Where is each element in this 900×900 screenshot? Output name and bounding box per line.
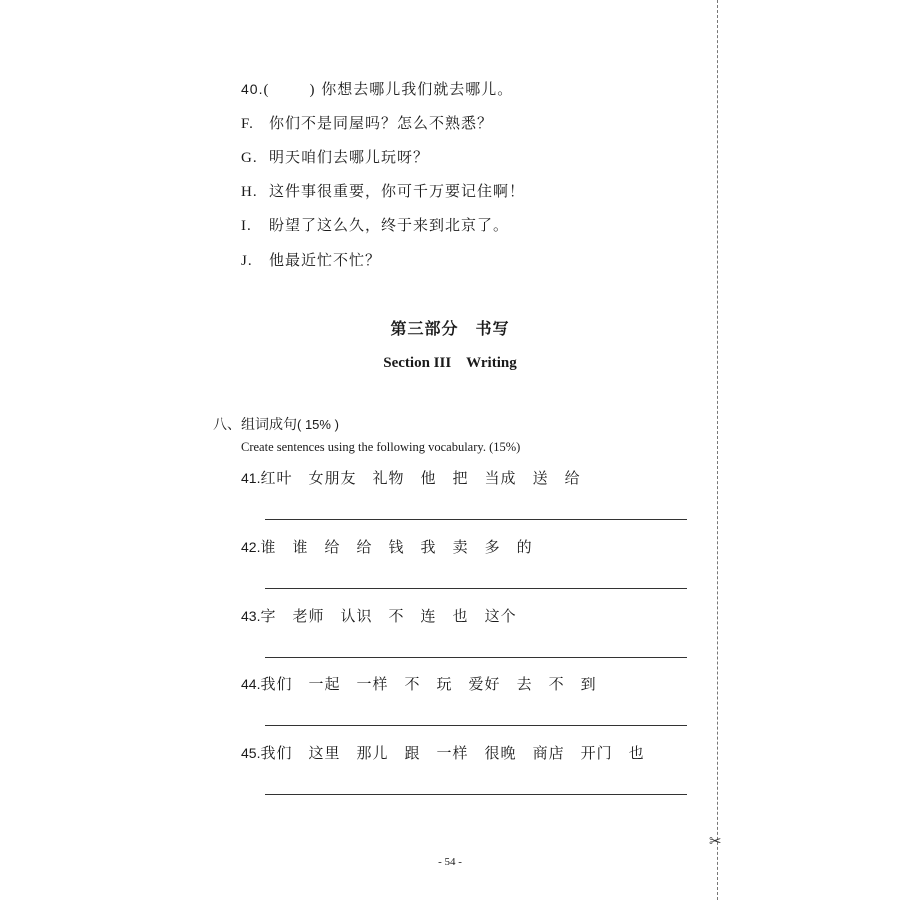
question-number: 43. <box>241 608 261 624</box>
word: 送 <box>532 469 549 487</box>
part-title <box>213 414 339 434</box>
word: 谁 <box>260 538 277 556</box>
word: 字 <box>260 607 277 625</box>
question-number: 44. <box>241 676 261 692</box>
question-number: 41. <box>241 470 261 486</box>
word: 认识 <box>340 607 373 625</box>
cut-line <box>717 0 718 900</box>
option-label: F. <box>241 116 254 132</box>
option-text: 这件事很重要，你可千万要记住啊！ <box>269 182 526 200</box>
word: 礼物 <box>372 469 405 487</box>
word: 给 <box>324 538 341 556</box>
option-text: 你们不是同屋吗？怎么不熟悉？ <box>269 114 494 132</box>
question-45 <box>241 742 661 763</box>
option-label: H. <box>241 184 258 200</box>
word: 红叶 <box>260 469 293 487</box>
word: 我 <box>420 538 437 556</box>
word: 这个 <box>484 607 517 625</box>
option-h <box>241 180 525 201</box>
word: 不 <box>388 607 405 625</box>
part-title-text: 八、组词成句 <box>213 417 297 433</box>
word: 多 <box>484 538 501 556</box>
word: 给 <box>356 538 373 556</box>
option-text: 他最近忙不忙？ <box>269 251 382 269</box>
open-paren: ( <box>263 82 270 98</box>
option-label: J. <box>241 253 253 269</box>
answer-line-41[interactable] <box>265 519 687 520</box>
word: 也 <box>452 607 469 625</box>
question-40 <box>241 78 513 99</box>
word: 卖 <box>452 538 469 556</box>
word: 我们 <box>260 675 293 693</box>
word: 给 <box>564 469 581 487</box>
option-label: G. <box>241 150 258 166</box>
word: 一样 <box>436 744 469 762</box>
part-percent: ( 15% ) <box>297 417 339 432</box>
answer-line-45[interactable] <box>265 794 687 795</box>
word: 跟 <box>404 744 421 762</box>
word: 把 <box>452 469 469 487</box>
question-number: 40. <box>241 81 264 97</box>
page-number: - 54 - <box>438 856 462 868</box>
option-j <box>241 249 381 270</box>
word: 谁 <box>292 538 309 556</box>
word: 一起 <box>308 675 341 693</box>
option-text: 盼望了这么久，终于来到北京了。 <box>269 216 510 234</box>
question-43 <box>241 605 533 626</box>
option-text: 明天咱们去哪儿玩呀？ <box>269 148 430 166</box>
word: 很晚 <box>484 744 517 762</box>
word: 连 <box>420 607 437 625</box>
option-i <box>241 214 509 235</box>
word: 钱 <box>388 538 405 556</box>
word: 当成 <box>484 469 517 487</box>
question-41 <box>241 467 597 488</box>
question-42 <box>241 536 549 557</box>
word: 女朋友 <box>308 469 357 487</box>
word: 玩 <box>436 675 453 693</box>
word: 爱好 <box>468 675 501 693</box>
scissors-icon: ✂ <box>709 832 722 850</box>
question-number: 45. <box>241 745 261 761</box>
section-title-en: Section III Writing <box>383 355 517 371</box>
answer-line-42[interactable] <box>265 588 687 589</box>
word: 商店 <box>532 744 565 762</box>
word: 他 <box>420 469 437 487</box>
option-g <box>241 146 429 167</box>
word: 这里 <box>308 744 341 762</box>
word: 的 <box>516 538 533 556</box>
option-label: I. <box>241 218 252 234</box>
word: 到 <box>580 675 597 693</box>
part-instruction: Create sentences using the following vocabulary. (15%) <box>241 440 521 454</box>
word: 我们 <box>260 744 293 762</box>
word: 那儿 <box>356 744 389 762</box>
question-number: 42. <box>241 539 261 555</box>
question-44 <box>241 673 613 694</box>
word: 去 <box>516 675 533 693</box>
option-f <box>241 112 493 133</box>
section-title-cn: 第三部分 书写 <box>390 319 510 338</box>
word: 不 <box>548 675 565 693</box>
word: 开门 <box>580 744 613 762</box>
question-text: 你想去哪儿我们就去哪儿。 <box>321 80 514 98</box>
word: 也 <box>628 744 645 762</box>
answer-line-43[interactable] <box>265 657 687 658</box>
word: 一样 <box>356 675 389 693</box>
word: 老师 <box>292 607 325 625</box>
answer-line-44[interactable] <box>265 725 687 726</box>
word: 不 <box>404 675 421 693</box>
close-paren: ) <box>309 82 316 98</box>
